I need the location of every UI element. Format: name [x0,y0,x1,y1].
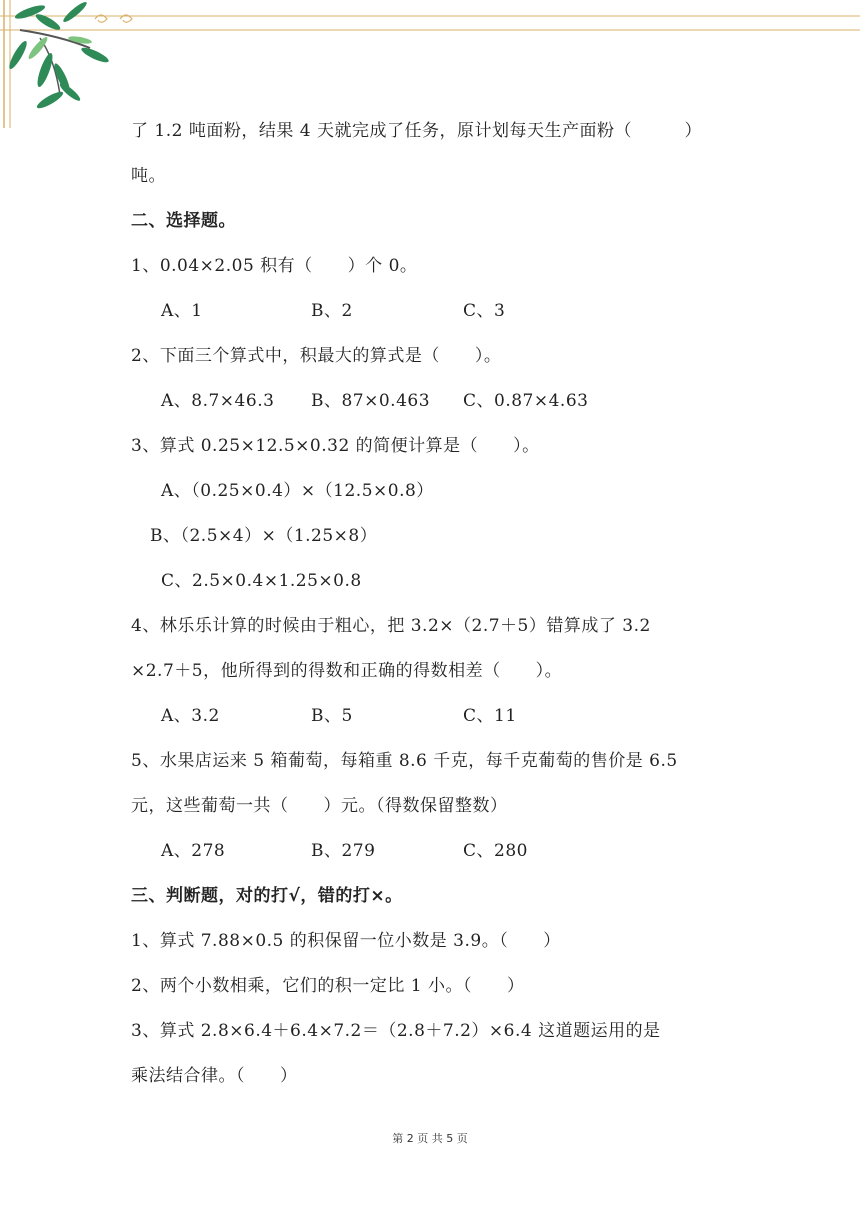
question-text: 2、下面三个算式中，积最大的算式是（ ）。 [131,346,502,366]
option-text: A、1 [161,301,203,321]
text-line: 吨。 [131,166,166,186]
question-text: 乘法结合律。（ ） [131,1066,298,1086]
option-text: B、2 [311,301,353,321]
text-line: 了 1.2 吨面粉，结果 4 天就完成了任务，原计划每天生产面粉（ ） [131,121,702,141]
option-text: C、280 [463,841,528,861]
option-text: B、5 [311,706,353,726]
section-heading: 三、判断题，对的打√，错的打×。 [131,886,403,906]
option-text: C、0.87×4.63 [463,391,589,411]
option-text: A、278 [161,841,226,861]
option-text: A、（0.25×0.4）×（12.5×0.8） [161,481,434,501]
option-text: C、11 [463,706,517,726]
question-text: 5、水果店运来 5 箱葡萄，每箱重 8.6 千克，每千克葡萄的售价是 6.5 [131,751,678,771]
question-text: 2、两个小数相乘，它们的积一定比 1 小。（ ） [131,976,525,996]
page-footer: 第 2 页 共 5 页 [392,1132,468,1145]
question-text: 元，这些葡萄一共（ ）元。（得数保留整数） [131,796,508,816]
option-text: B、279 [311,841,376,861]
question-text: 3、算式 0.25×12.5×0.32 的简便计算是（ ）。 [131,436,540,456]
option-text: C、3 [463,301,506,321]
question-text: 1、算式 7.88×0.5 的积保留一位小数是 3.9。（ ） [131,931,561,951]
option-text: C、2.5×0.4×1.25×0.8 [161,571,362,591]
option-text: A、3.2 [161,706,220,726]
option-text: B、（2.5×4）×（1.25×8） [150,526,378,546]
question-text: 3、算式 2.8×6.4＋6.4×7.2＝（2.8＋7.2）×6.4 这道题运用的是 [131,1021,661,1041]
question-text: 4、林乐乐计算的时候由于粗心，把 3.2×（2.7＋5）错算成了 3.2 [131,616,651,636]
bamboo-decoration [0,0,860,130]
option-text: B、87×0.463 [311,391,431,411]
question-text: ×2.7＋5，他所得到的得数和正确的得数相差（ ）。 [131,661,563,681]
option-text: A、8.7×46.3 [161,391,275,411]
question-text: 1、0.04×2.05 积有（ ）个 0。 [131,256,418,276]
section-heading: 二、选择题。 [131,211,236,231]
